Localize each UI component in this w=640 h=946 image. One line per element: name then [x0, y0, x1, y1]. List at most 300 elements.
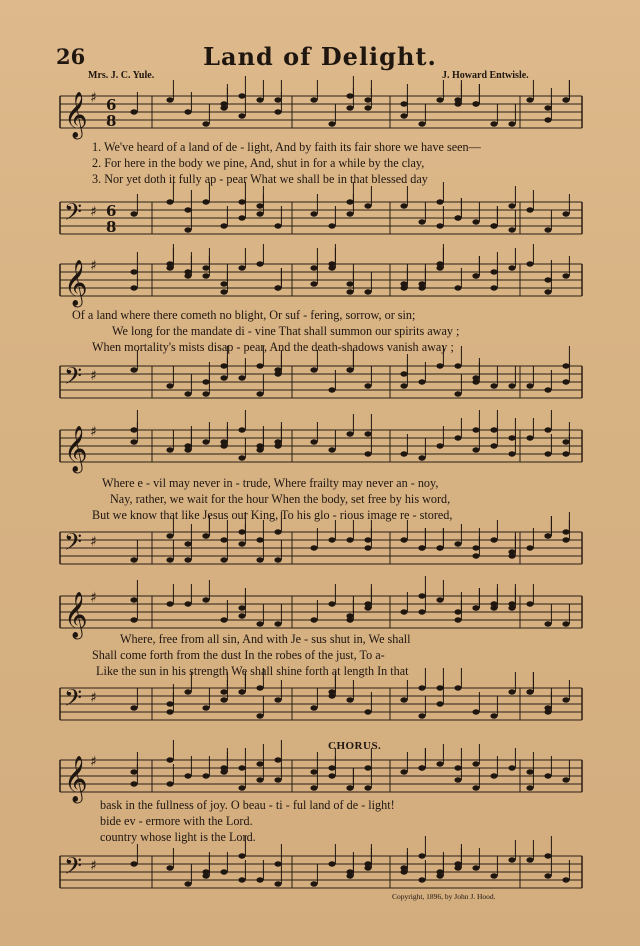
note-head [472, 101, 479, 106]
note-head [184, 109, 191, 114]
lyric-line: Nay, rather, we wait for the hour When the body, set free by his word, [110, 492, 451, 506]
note-head [544, 621, 551, 626]
note-head [400, 203, 407, 208]
note-head [346, 431, 353, 436]
note-head [400, 769, 407, 774]
key-sharp-icon: ♯ [90, 534, 97, 550]
note-head [364, 431, 371, 436]
note-head [490, 121, 497, 126]
note-head [238, 375, 245, 380]
note-head [418, 121, 425, 126]
note-head [238, 113, 245, 118]
note-head [346, 289, 353, 294]
note-head [562, 529, 569, 534]
note-head [562, 451, 569, 456]
lyric-line: But we know that like Jesus our King, To his glo - rious image re - stored, [92, 508, 453, 522]
note-head [472, 605, 479, 610]
note-head [238, 93, 245, 98]
note-head [508, 601, 515, 606]
note-head [436, 97, 443, 102]
note-head [364, 289, 371, 294]
note-head [184, 207, 191, 212]
note-head [454, 865, 461, 870]
note-head [256, 391, 263, 396]
note-head [508, 265, 515, 270]
note-head [328, 447, 335, 452]
note-head [328, 689, 335, 694]
key-sharp-icon: ♯ [90, 368, 97, 384]
note-head [400, 113, 407, 118]
note-head [256, 537, 263, 542]
treble-clef-icon: 𝄞 [64, 592, 88, 638]
note-head [418, 545, 425, 550]
note-head [220, 537, 227, 542]
note-head [346, 105, 353, 110]
bass-clef-icon: 𝄢 [64, 852, 83, 885]
note-head [508, 451, 515, 456]
note-head [238, 455, 245, 460]
lyric-line: Like the sun in his strength We shall shine forth at length In that [96, 664, 409, 678]
note-head [346, 785, 353, 790]
note-head [274, 557, 281, 562]
note-head [364, 785, 371, 790]
note-head [184, 881, 191, 886]
note-head [472, 379, 479, 384]
note-head [436, 363, 443, 368]
note-head [508, 857, 515, 862]
note-head [184, 557, 191, 562]
note-head [130, 285, 137, 290]
note-head [436, 443, 443, 448]
key-sharp-icon: ♯ [90, 204, 97, 220]
time-signature-top: 6 [106, 202, 117, 220]
note-head [400, 371, 407, 376]
lyric-line: When mortality's mists disap - pear, And the death-shadows vanish away ; [92, 340, 454, 354]
note-head [220, 375, 227, 380]
note-head [436, 223, 443, 228]
note-head [526, 769, 533, 774]
note-head [490, 713, 497, 718]
note-head [544, 289, 551, 294]
note-head [418, 853, 425, 858]
note-head [544, 105, 551, 110]
note-head [328, 265, 335, 270]
note-head [454, 285, 461, 290]
note-head [130, 269, 137, 274]
note-head [364, 765, 371, 770]
note-head [310, 211, 317, 216]
lyric-line: 3. Nor yet doth it fully ap - pear What we shall be in that blessed day [92, 172, 428, 186]
note-head [274, 443, 281, 448]
note-head [418, 713, 425, 718]
note-head [220, 689, 227, 694]
note-head [274, 109, 281, 114]
note-head [472, 761, 479, 766]
note-head [364, 537, 371, 542]
note-head [508, 383, 515, 388]
note-head [472, 553, 479, 558]
note-head [130, 617, 137, 622]
note-head [274, 777, 281, 782]
note-head [526, 97, 533, 102]
note-head [418, 765, 425, 770]
note-head [454, 541, 461, 546]
lyricist-credit: Mrs. J. C. Yule. [88, 70, 155, 81]
note-head [454, 685, 461, 690]
key-sharp-icon: ♯ [90, 90, 97, 106]
note-head [166, 447, 173, 452]
note-head [400, 285, 407, 290]
note-head [328, 223, 335, 228]
note-head [364, 105, 371, 110]
note-head [526, 435, 533, 440]
note-head [310, 617, 317, 622]
note-head [328, 387, 335, 392]
note-head [310, 785, 317, 790]
note-head [274, 697, 281, 702]
note-head [472, 219, 479, 224]
note-head [472, 709, 479, 714]
note-head [562, 777, 569, 782]
note-head [436, 869, 443, 874]
note-head [526, 545, 533, 550]
treble-clef-icon: 𝄞 [64, 260, 88, 306]
note-head [166, 709, 173, 714]
key-sharp-icon: ♯ [90, 258, 97, 274]
treble-staff-2 [60, 258, 582, 306]
note-head [220, 439, 227, 444]
note-head [544, 873, 551, 878]
note-head [400, 537, 407, 542]
note-head [490, 773, 497, 778]
lyric-line: Of a land where there cometh no blight, Or suf - fering, sorrow, or sin; [72, 308, 416, 322]
note-head [472, 447, 479, 452]
note-head [310, 97, 317, 102]
note-head [418, 685, 425, 690]
note-head [544, 705, 551, 710]
note-head [454, 215, 461, 220]
key-sharp-icon: ♯ [90, 424, 97, 440]
note-head [364, 451, 371, 456]
note-head [418, 379, 425, 384]
note-head [202, 273, 209, 278]
note-head [490, 223, 497, 228]
note-head [400, 383, 407, 388]
note-head [454, 617, 461, 622]
note-head [184, 227, 191, 232]
note-head [220, 869, 227, 874]
note-head [202, 869, 209, 874]
note-head [274, 529, 281, 534]
note-head [274, 861, 281, 866]
bass-staff-3 [60, 528, 582, 568]
note-head [130, 211, 137, 216]
note-head [256, 713, 263, 718]
treble-clef-icon: 𝄞 [64, 92, 88, 138]
note-head [256, 363, 263, 368]
note-head [202, 439, 209, 444]
note-head [256, 557, 263, 562]
treble-clef-icon: 𝄞 [64, 756, 88, 802]
note-head [310, 367, 317, 372]
note-head [184, 689, 191, 694]
note-head [562, 379, 569, 384]
note-head [310, 439, 317, 444]
note-head [130, 439, 137, 444]
note-head [508, 435, 515, 440]
note-head [238, 529, 245, 534]
note-head [220, 697, 227, 702]
note-head [400, 609, 407, 614]
note-head [238, 765, 245, 770]
note-head [544, 117, 551, 122]
lyric-line: bide ev - ermore with the Lord. [100, 814, 253, 828]
time-signature-bottom: 8 [106, 112, 117, 130]
note-head [166, 199, 173, 204]
note-head [544, 427, 551, 432]
note-head [256, 261, 263, 266]
note-head [184, 601, 191, 606]
note-head [400, 451, 407, 456]
note-head [346, 697, 353, 702]
note-head [526, 857, 533, 862]
hymn-title: Land of Delight. [203, 42, 437, 71]
note-head [418, 455, 425, 460]
note-head [220, 289, 227, 294]
note-head [256, 761, 263, 766]
note-head [544, 533, 551, 538]
note-head [436, 265, 443, 270]
note-head [202, 705, 209, 710]
note-head [526, 261, 533, 266]
note-head [544, 451, 551, 456]
note-head [346, 281, 353, 286]
note-head [166, 533, 173, 538]
note-head [166, 557, 173, 562]
note-head [508, 553, 515, 558]
note-head [508, 121, 515, 126]
note-head [184, 773, 191, 778]
key-sharp-icon: ♯ [90, 858, 97, 874]
note-head [418, 609, 425, 614]
note-head [166, 383, 173, 388]
note-head [562, 97, 569, 102]
note-head [418, 593, 425, 598]
note-head [310, 281, 317, 286]
bass-clef-icon: 𝄢 [64, 684, 83, 717]
note-head [130, 861, 137, 866]
note-head [274, 621, 281, 626]
note-head [508, 765, 515, 770]
copyright-notice: Copyright, 1896, by John J. Hood. [392, 892, 496, 901]
bass-staff-5 [60, 852, 582, 892]
note-head [562, 363, 569, 368]
note-head [274, 285, 281, 290]
note-head [526, 689, 533, 694]
treble-staff-4 [60, 590, 582, 638]
note-head [130, 367, 137, 372]
note-head [544, 853, 551, 858]
note-head [310, 545, 317, 550]
bass-clef-icon: 𝄢 [64, 362, 83, 395]
treble-clef-icon: 𝄞 [64, 426, 88, 472]
note-head [238, 199, 245, 204]
note-head [166, 97, 173, 102]
note-head [346, 93, 353, 98]
note-head [472, 865, 479, 870]
note-head [274, 881, 281, 886]
note-head [274, 223, 281, 228]
note-head [454, 609, 461, 614]
note-head [436, 701, 443, 706]
note-head [130, 705, 137, 710]
note-head [256, 777, 263, 782]
note-head [346, 199, 353, 204]
note-head [400, 865, 407, 870]
note-head [526, 601, 533, 606]
note-head [562, 621, 569, 626]
note-head [202, 391, 209, 396]
note-head [328, 861, 335, 866]
note-head [256, 443, 263, 448]
lyric-line: Shall come forth from the dust In the robes of the just, To a- [92, 648, 385, 662]
note-head [454, 435, 461, 440]
time-signature-bottom: 8 [106, 218, 117, 236]
note-head [472, 273, 479, 278]
note-head [490, 427, 497, 432]
note-head [238, 689, 245, 694]
treble-staff-1 [60, 90, 582, 138]
note-head [166, 757, 173, 762]
note-head [346, 367, 353, 372]
time-signature-top: 6 [106, 96, 117, 114]
bass-staff-1 [60, 198, 582, 238]
note-head [508, 227, 515, 232]
note-head [328, 765, 335, 770]
note-head [220, 281, 227, 286]
note-head [454, 391, 461, 396]
bass-staff-2 [60, 362, 582, 402]
note-head [220, 765, 227, 770]
note-head [544, 227, 551, 232]
note-head [328, 601, 335, 606]
lyric-line: Where, free from all sin, And with Je - sus shut in, We shall [120, 632, 411, 646]
note-head [238, 853, 245, 858]
note-head [166, 265, 173, 270]
note-head [436, 597, 443, 602]
note-head [454, 777, 461, 782]
note-head [526, 785, 533, 790]
note-head [490, 873, 497, 878]
note-head [238, 215, 245, 220]
note-head [166, 701, 173, 706]
note-head [490, 285, 497, 290]
page-number: 26 [56, 44, 86, 69]
note-head [562, 273, 569, 278]
bass-staff-4 [60, 684, 582, 724]
note-head [364, 601, 371, 606]
lyric-line: We long for the mandate di - vine That shall summon our spirits away ; [112, 324, 460, 338]
note-head [130, 557, 137, 562]
lyric-line: country whose light is the Lord. [100, 830, 256, 844]
note-head [202, 265, 209, 270]
note-head [202, 199, 209, 204]
note-head [436, 545, 443, 550]
note-head [346, 537, 353, 542]
note-head [256, 211, 263, 216]
note-head [130, 597, 137, 602]
note-head [436, 199, 443, 204]
note-head [166, 601, 173, 606]
note-head [472, 427, 479, 432]
note-head [436, 685, 443, 690]
note-head [454, 363, 461, 368]
note-head [364, 383, 371, 388]
lyric-line: 2. For here in the body we pine, And, shut in for a while by the clay, [92, 156, 425, 170]
note-head [238, 427, 245, 432]
note-head [220, 363, 227, 368]
note-head [364, 865, 371, 870]
note-head [184, 447, 191, 452]
note-head [364, 203, 371, 208]
note-head [526, 207, 533, 212]
note-head [562, 537, 569, 542]
note-head [472, 785, 479, 790]
note-head [562, 877, 569, 882]
note-head [454, 765, 461, 770]
note-head [562, 697, 569, 702]
chorus-label: CHORUS. [328, 740, 382, 752]
treble-staff-5 [60, 754, 582, 802]
note-head [310, 769, 317, 774]
note-head [472, 545, 479, 550]
note-head [130, 109, 137, 114]
note-head [508, 689, 515, 694]
note-head [256, 877, 263, 882]
note-head [184, 273, 191, 278]
note-head [220, 617, 227, 622]
lyric-line: 1. We've heard of a land of de - light, And by faith its fair shore we have seen— [92, 140, 481, 154]
note-head [256, 685, 263, 690]
note-head [328, 121, 335, 126]
note-head [328, 773, 335, 778]
note-head [544, 773, 551, 778]
composer-credit: J. Howard Entwisle. [442, 70, 529, 81]
note-head [346, 617, 353, 622]
note-head [418, 281, 425, 286]
note-head [544, 277, 551, 282]
lyric-line: bask in the fullness of joy. O beau - ti - ful land of de - light! [100, 798, 395, 812]
note-head [220, 223, 227, 228]
note-head [310, 265, 317, 270]
note-head [202, 379, 209, 384]
note-head [238, 613, 245, 618]
note-head [526, 383, 533, 388]
note-head [364, 545, 371, 550]
key-sharp-icon: ♯ [90, 754, 97, 770]
note-head [400, 697, 407, 702]
note-head [184, 391, 191, 396]
key-sharp-icon: ♯ [90, 590, 97, 606]
note-head [346, 869, 353, 874]
note-head [238, 785, 245, 790]
note-head [562, 211, 569, 216]
note-head [274, 367, 281, 372]
note-head [490, 443, 497, 448]
note-head [562, 439, 569, 444]
note-head [418, 877, 425, 882]
note-head [310, 705, 317, 710]
